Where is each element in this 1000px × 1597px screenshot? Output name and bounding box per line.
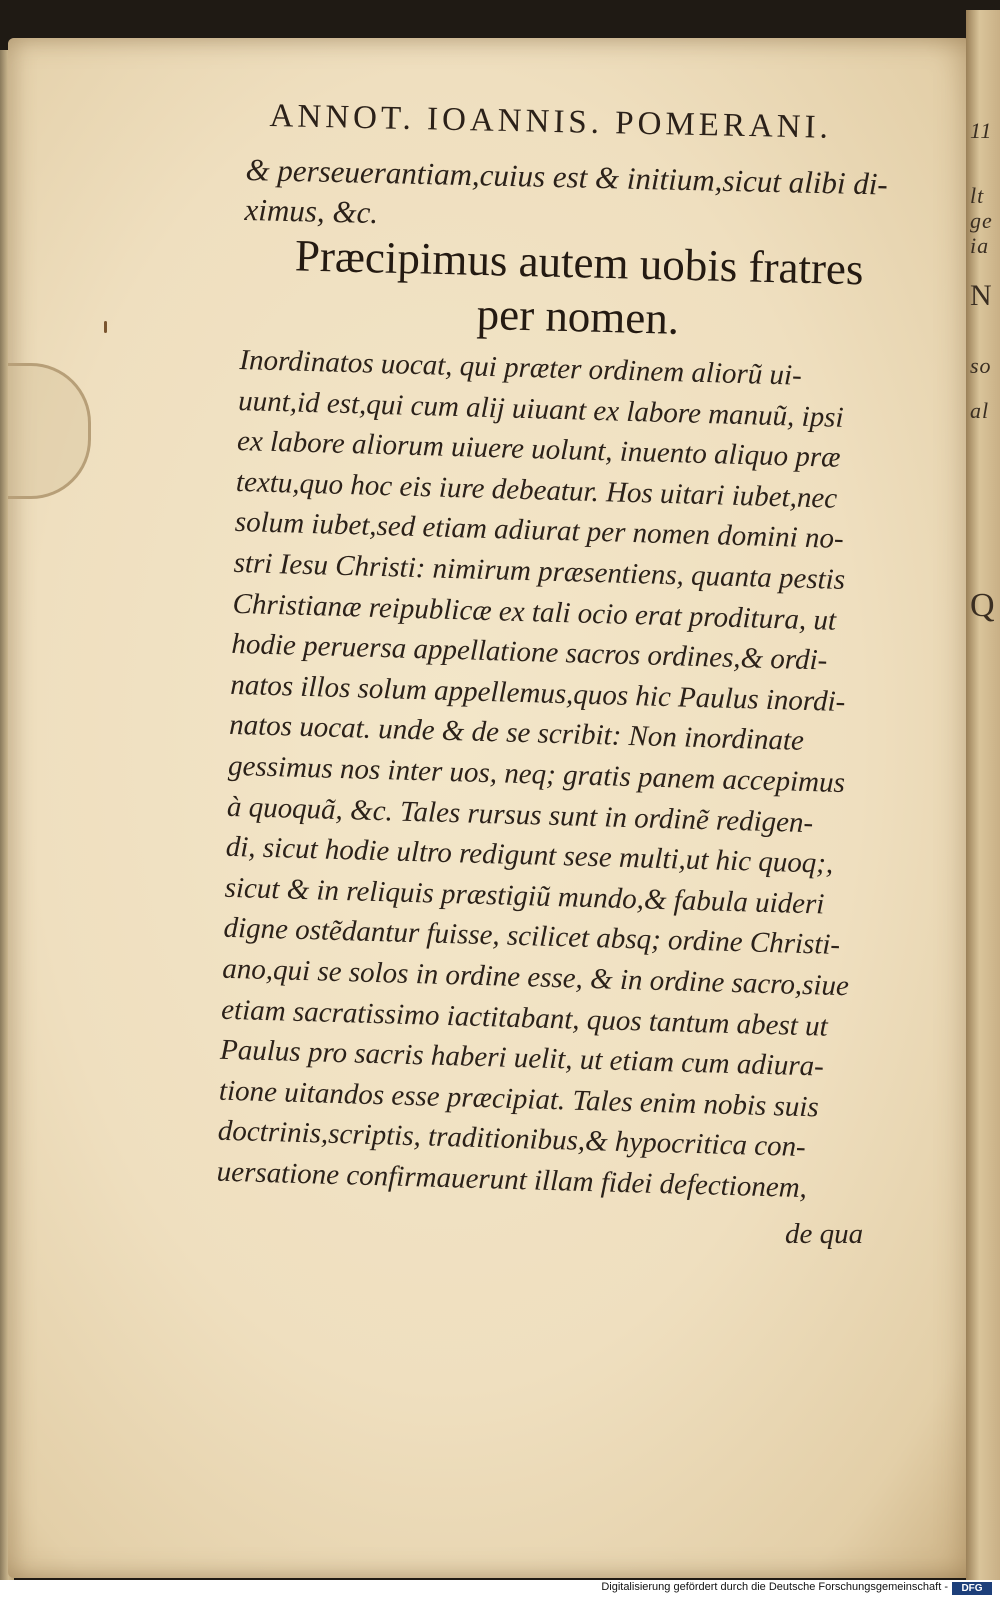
heading-line: Præcipimus autem uobis fratres — [294, 230, 865, 295]
section-heading — [277, 228, 879, 351]
text-line: uersatione confirmauerunt illam fidei defectionem, — [216, 1155, 808, 1205]
text-line: Christianæ reipublicæ ex tali ocio erat proditura, ut — [232, 587, 837, 637]
next-page-fragment: lt — [970, 183, 985, 208]
next-page-fragment: so — [970, 353, 992, 378]
next-page-fragment: ge — [970, 208, 993, 233]
text-line: natos uocat. unde & de se scribit: Non inordinate — [228, 709, 805, 758]
text-line: gessimus nos inter uos, neq; gratis panem accepimus — [227, 749, 846, 799]
next-page-fragment: al — [970, 398, 990, 423]
catchword: de qua — [785, 1218, 864, 1250]
text-line: à quoquã, &c. Tales rursus sunt in ordinẽ redigen- — [226, 790, 814, 839]
dfg-logo: DFG — [952, 1582, 992, 1595]
page-clip — [8, 363, 91, 499]
next-page-fragment: N — [970, 279, 993, 312]
text-line: textu,quo hoc eis iure debeatur. Hos uitari iubet,nec — [235, 465, 838, 515]
body-text — [216, 340, 890, 1210]
text-line: ex labore aliorum uiuere uolunt, inuento aliquo præ — [236, 425, 841, 474]
text-line: tione uitandos esse præcipiat. Tales enim nobis suis — [218, 1074, 820, 1124]
text-line: ano,qui se solos in ordine esse, & in ordine sacro,siue — [221, 952, 850, 1003]
next-page-fragment: Q — [970, 587, 996, 624]
text-line: di, sicut hodie ultro redigunt sese multi,ut hic quoq;, — [225, 830, 834, 880]
text-line: Paulus pro sacris haberi uelit, ut etiam cum adiura- — [219, 1033, 825, 1083]
running-head: ANNOT. IOANNIS. POMERANI. — [269, 98, 833, 146]
text-line: uunt,id est,qui cum alij uiuant ex labore manuũ, ipsi — [237, 384, 844, 434]
text-line: hodie peruersa appellatione sacros ordines,& ordi- — [231, 628, 828, 677]
text-line: solum iubet,sed etiam adiurat per nomen domini no- — [234, 506, 845, 556]
next-page-edge — [966, 10, 1000, 1580]
next-page-fragment: 11 — [970, 118, 993, 143]
text-line: etiam sacratissimo iactitabant, quos tantum abest ut — [220, 993, 829, 1043]
text-line: stri Iesu Christi: nimirum præsentiens, quanta pestis — [233, 546, 846, 596]
next-page-fragment: ia — [970, 233, 990, 258]
text-line: natos illos solum appellemus,quos hic Paulus inordi- — [229, 668, 846, 718]
text-line: sicut & in reliquis præstigiũ mundo,& fabula uideri — [224, 871, 825, 921]
ink-speck — [104, 321, 107, 333]
text-line: doctrinis,scriptis, traditionibus,& hypocritica con- — [217, 1114, 807, 1164]
heading-line: per nomen. — [476, 288, 680, 344]
text-line: digne ostẽdantur fuisse, scilicet absq; ordine Christi- — [223, 912, 841, 962]
footer-credit: Digitalisierung gefördert durch die Deutsche Forschungsgemeinschaft - — [601, 1581, 948, 1593]
text-line: Inordinatos uocat, qui præter ordinem aliorũ ui- — [238, 343, 803, 392]
text-line: ximus, &c. — [244, 191, 379, 231]
text-line: & perseuerantiam,cuius est & initium,sicut alibi di- — [245, 151, 889, 202]
